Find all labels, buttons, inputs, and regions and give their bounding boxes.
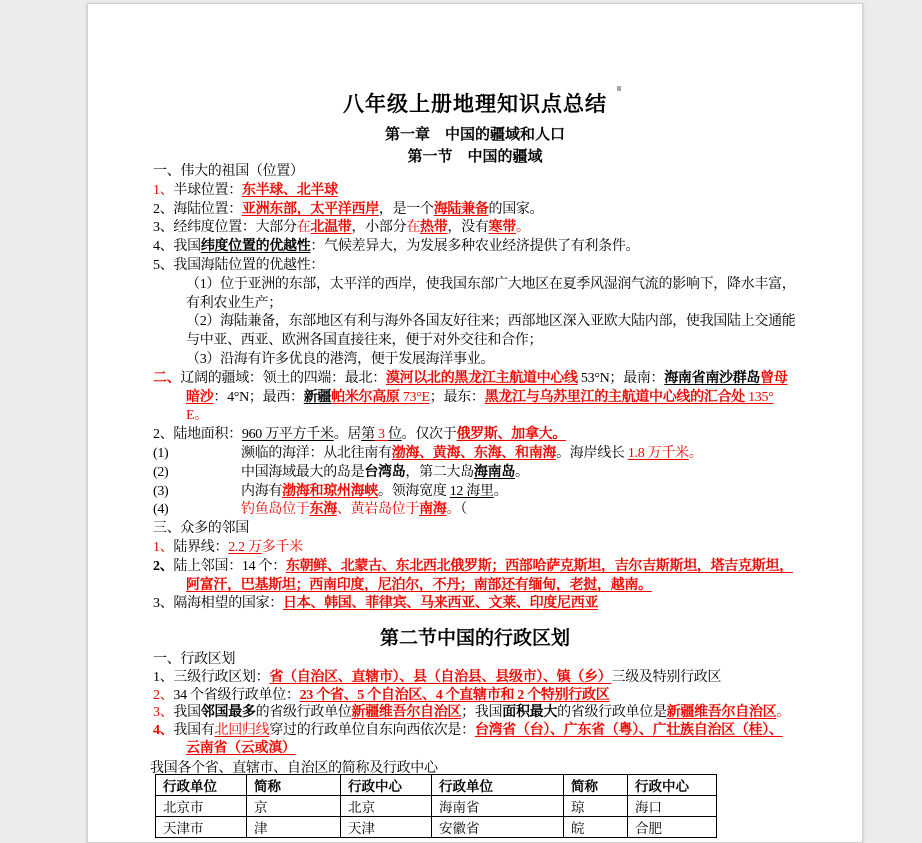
text-segment: 黑龙江与乌苏里江的主航道中心线的汇合处 xyxy=(484,389,745,405)
text-segment: 与中亚、西亚、欧洲各国直接往来，便于对外交往和合作； xyxy=(186,333,543,349)
table-header-cell: 行政中心 xyxy=(341,775,432,796)
text-segment: 二、 xyxy=(153,370,181,386)
section2-content xyxy=(153,651,843,758)
text-segment: 1、 xyxy=(153,182,174,198)
text-segment: 新疆维吾尔自治区 xyxy=(666,705,777,721)
text-segment: （1）位于亚洲的东部，太平洋的西岸，使我国东部广大地区在夏季风湿润气流的影响下，降水丰富， xyxy=(186,276,796,292)
text-line xyxy=(153,332,843,351)
text-segment: 34 个省级行政单位： xyxy=(173,687,300,703)
text-segment: 钓鱼岛位于 xyxy=(241,502,310,518)
text-segment: 东朝鲜、北蒙古、东北西北俄罗斯；西部哈萨克斯坦，吉尔吉斯斯坦，塔吉克斯坦， xyxy=(285,558,793,574)
text-segment: 。 xyxy=(515,220,530,236)
table-header-cell: 行政单位 xyxy=(432,775,564,796)
text-line xyxy=(153,370,843,389)
text-segment: 。领海宽度 xyxy=(378,483,450,499)
text-line xyxy=(153,704,843,722)
table-row xyxy=(156,817,717,838)
text-segment: 东半球、北半球 xyxy=(241,182,338,198)
text-segment: 穿过的行政单位自东向西依次是： xyxy=(269,723,475,739)
text-segment: 新疆维吾尔自治区 xyxy=(351,705,462,721)
text-segment: ，小部分 xyxy=(351,220,407,236)
text-line xyxy=(153,313,843,332)
text-line xyxy=(153,407,843,426)
text-segment: 省（自治区、直辖市）、县（自治县、县级市）、镇（乡） xyxy=(269,669,612,685)
text-segment: 阿富汗，巴基斯坦；西南印度，尼泊尔，不丹；南部还有缅甸，老挝，越南。 xyxy=(186,577,652,593)
table-cell: 安徽省 xyxy=(432,817,564,838)
text-segment: 2、 xyxy=(153,558,174,574)
text-line xyxy=(153,595,843,614)
text-segment: 邻国最多 xyxy=(200,705,256,721)
text-segment: 。 xyxy=(446,502,461,518)
text-line xyxy=(153,445,843,464)
text-segment: 北回归线 xyxy=(214,723,270,739)
text-line xyxy=(153,219,843,238)
text-segment: 海南岛 xyxy=(473,464,516,480)
text-line xyxy=(153,163,843,182)
text-segment: 第 xyxy=(361,427,375,443)
text-segment: 4、我国 xyxy=(153,239,201,255)
text-line xyxy=(153,722,843,740)
text-segment: 陆界线： xyxy=(173,539,229,555)
text-line xyxy=(153,740,843,758)
text-segment: 我国 xyxy=(173,705,201,721)
text-segment: 一、行政区划 xyxy=(153,652,236,667)
text-segment: 3、经纬度位置：大部分 xyxy=(153,220,297,236)
text-segment: 。仅次于 xyxy=(401,427,457,443)
text-line xyxy=(153,520,843,539)
item-number: (3) xyxy=(153,483,169,499)
table-cell: 天津 xyxy=(341,817,432,838)
text-cursor-artifact xyxy=(617,86,621,91)
text-line xyxy=(153,687,843,705)
document-page[interactable] xyxy=(87,3,863,843)
text-segment: 2、海陆位置： xyxy=(153,201,242,217)
text-line xyxy=(153,351,843,370)
text-segment: ，是一个 xyxy=(378,201,434,217)
text-line xyxy=(153,577,843,596)
text-segment: 5、我国海陆位置的优越性： xyxy=(153,257,325,273)
table-caption: 我国各个省、直辖市、自治区的简称及行政中心 xyxy=(150,761,438,776)
text-segment: 2、陆地面积： xyxy=(153,427,242,443)
text-line xyxy=(153,295,843,314)
text-segment: 3 xyxy=(374,427,388,443)
text-segment: 1.8 万千米 xyxy=(627,445,689,461)
item-number: (1) xyxy=(153,445,169,461)
text-segment: 云南省（云或滇） xyxy=(186,740,296,756)
text-segment: 亚洲东部，太平洋西岸 xyxy=(241,201,379,217)
text-segment: E。 xyxy=(186,408,208,424)
text-segment: 4、 xyxy=(153,723,174,739)
text-line xyxy=(153,464,843,483)
table-header-cell: 简称 xyxy=(247,775,341,796)
text-segment: 、黄岩岛位于 xyxy=(336,502,420,518)
text-segment: 陆上邻国：14 个： xyxy=(173,558,286,574)
text-segment: 寒带 xyxy=(488,220,516,236)
text-line xyxy=(153,276,843,295)
text-segment: 53°N；最南： xyxy=(577,370,665,386)
text-segment: ；最东： xyxy=(429,389,485,405)
text-segment: 俄罗斯、加拿大。 xyxy=(456,427,567,443)
text-segment: 有利农业生产； xyxy=(186,295,282,311)
item-number: (4) xyxy=(153,502,169,518)
text-segment: 台湾省（台）、广东省（粤）、广壮族自治区（桂）、 xyxy=(474,723,783,739)
text-line xyxy=(153,669,843,687)
text-segment: 纬度位置的优越性 xyxy=(200,239,311,255)
text-line xyxy=(153,201,843,220)
text-line xyxy=(153,257,843,276)
table-header-row xyxy=(156,775,717,796)
table-cell: 合肥 xyxy=(628,817,717,838)
text-line xyxy=(153,501,843,520)
text-line xyxy=(153,558,843,577)
text-segment: 的省级行政单位 xyxy=(255,705,352,721)
text-segment: 在 xyxy=(406,220,421,236)
text-segment: 2、 xyxy=(153,687,174,703)
text-segment: ：4°N；最西： xyxy=(213,389,304,405)
text-line xyxy=(153,539,843,558)
text-segment: 南海 xyxy=(419,502,447,518)
chapter-heading: 第一章 中国的疆域和人口 xyxy=(384,127,565,143)
text-line xyxy=(153,389,843,408)
text-segment: 我国有 xyxy=(173,723,215,739)
text-line xyxy=(153,651,843,669)
table-header-cell: 行政中心 xyxy=(628,775,717,796)
text-segment: 73°E xyxy=(399,389,430,405)
text-segment: 。 xyxy=(493,483,508,499)
text-segment: 。 xyxy=(776,705,790,721)
text-segment: 135° xyxy=(744,389,774,405)
text-segment: 曾母 xyxy=(760,370,788,386)
table-row xyxy=(156,796,717,817)
text-segment: 日本、韩国、菲律宾、马来西亚、文莱、印度尼西亚 xyxy=(283,596,599,612)
text-segment: 漠河以北的黑龙江主航道中心线 xyxy=(385,370,578,386)
text-segment: 3、隔海相望的国家： xyxy=(153,596,283,612)
table-cell: 琼 xyxy=(564,796,628,817)
text-line xyxy=(153,483,843,502)
text-segment: 2.2 万 xyxy=(228,539,262,555)
section1-content xyxy=(153,163,843,614)
page-title: 八年级上册地理知识点总结 xyxy=(343,92,607,116)
text-segment: 1、三级行政区划： xyxy=(153,669,270,685)
text-segment: 三级及特别行政区 xyxy=(611,669,722,685)
text-segment: 半球位置： xyxy=(173,182,242,198)
text-segment: 濒临的海洋：从北往南有 xyxy=(241,445,392,461)
text-segment: 台湾岛 xyxy=(364,464,406,480)
text-segment: 960 万平方千米 xyxy=(241,427,334,443)
text-segment: 三、众多的邻国 xyxy=(153,521,249,537)
section1-heading: 第一节 中国的疆域 xyxy=(407,149,543,165)
text-segment: 1、 xyxy=(153,539,174,555)
text-segment: （2）海陆兼备，东部地区有利与海外各国友好往来；西部地区深入亚欧大陆内部，使我国陆上交通能 xyxy=(186,314,796,330)
text-segment: 海南省南沙群岛 xyxy=(664,370,761,386)
text-segment: 。 xyxy=(688,445,703,461)
text-segment: 一、伟大的祖国（位置） xyxy=(153,164,304,179)
text-segment: 12 海里 xyxy=(449,483,494,499)
text-segment: ，没有 xyxy=(447,220,489,236)
text-segment: 东海 xyxy=(309,502,337,518)
text-segment: 的国家。 xyxy=(488,201,544,217)
text-segment: 多千米 xyxy=(261,539,303,555)
text-line xyxy=(153,426,843,445)
table-header-cell: 简称 xyxy=(564,775,628,796)
item-number: (2) xyxy=(153,464,169,480)
table-cell: 北京 xyxy=(341,796,432,817)
text-segment: 位 xyxy=(387,427,402,443)
table-cell: 海南省 xyxy=(432,796,564,817)
text-segment: （3）沿海有许多优良的港湾，便于发展海洋事业。 xyxy=(186,351,495,367)
text-segment: 新疆 xyxy=(303,389,332,405)
text-segment: 暗沙 xyxy=(186,389,214,405)
text-segment: 23 个省、5 个自治区、4 个直辖市和 2 个特别行政区 xyxy=(299,687,610,703)
table-cell: 皖 xyxy=(564,817,628,838)
text-segment: 北温带 xyxy=(310,220,352,236)
text-segment: 中国海域最大的岛是 xyxy=(241,464,365,480)
text-segment: 3、 xyxy=(153,705,174,721)
text-segment: 。 xyxy=(515,464,529,480)
text-segment: 辽阔的疆域：领土的四端：最北： xyxy=(180,370,386,386)
text-line xyxy=(153,182,843,201)
text-segment: 渤海和琼州海峡 xyxy=(282,483,379,499)
text-segment: ：气候差异大，为发展多种农业经济提供了有利条件。 xyxy=(310,239,640,255)
text-segment: 在 xyxy=(296,220,311,236)
table-header-cell: 行政单位 xyxy=(156,775,247,796)
table-cell: 津 xyxy=(247,817,341,838)
table-cell: 海口 xyxy=(628,796,717,817)
table-cell: 京 xyxy=(247,796,341,817)
text-segment: （ xyxy=(460,502,467,518)
text-segment: 。海岸线长 xyxy=(556,445,628,461)
text-segment: 渤海、黄海、东海、和南海 xyxy=(391,445,557,461)
text-segment: 帕米尔高原 xyxy=(331,389,400,405)
text-segment: 热带 xyxy=(420,220,448,236)
section2-heading: 第二节中国的行政区划 xyxy=(379,628,570,649)
table-cell: 天津市 xyxy=(156,817,247,838)
text-segment: 面积最大 xyxy=(502,705,558,721)
provinces-table xyxy=(155,774,717,838)
text-segment: 内海有 xyxy=(241,483,283,499)
text-segment: 海陆兼备 xyxy=(433,201,489,217)
table-cell: 北京市 xyxy=(156,796,247,817)
text-segment: 的省级行政单位是 xyxy=(557,705,667,721)
text-segment: ，第二大岛 xyxy=(405,464,474,480)
text-line xyxy=(153,238,843,257)
text-segment: ；我国 xyxy=(461,705,503,721)
text-segment: 。居 xyxy=(333,427,362,443)
